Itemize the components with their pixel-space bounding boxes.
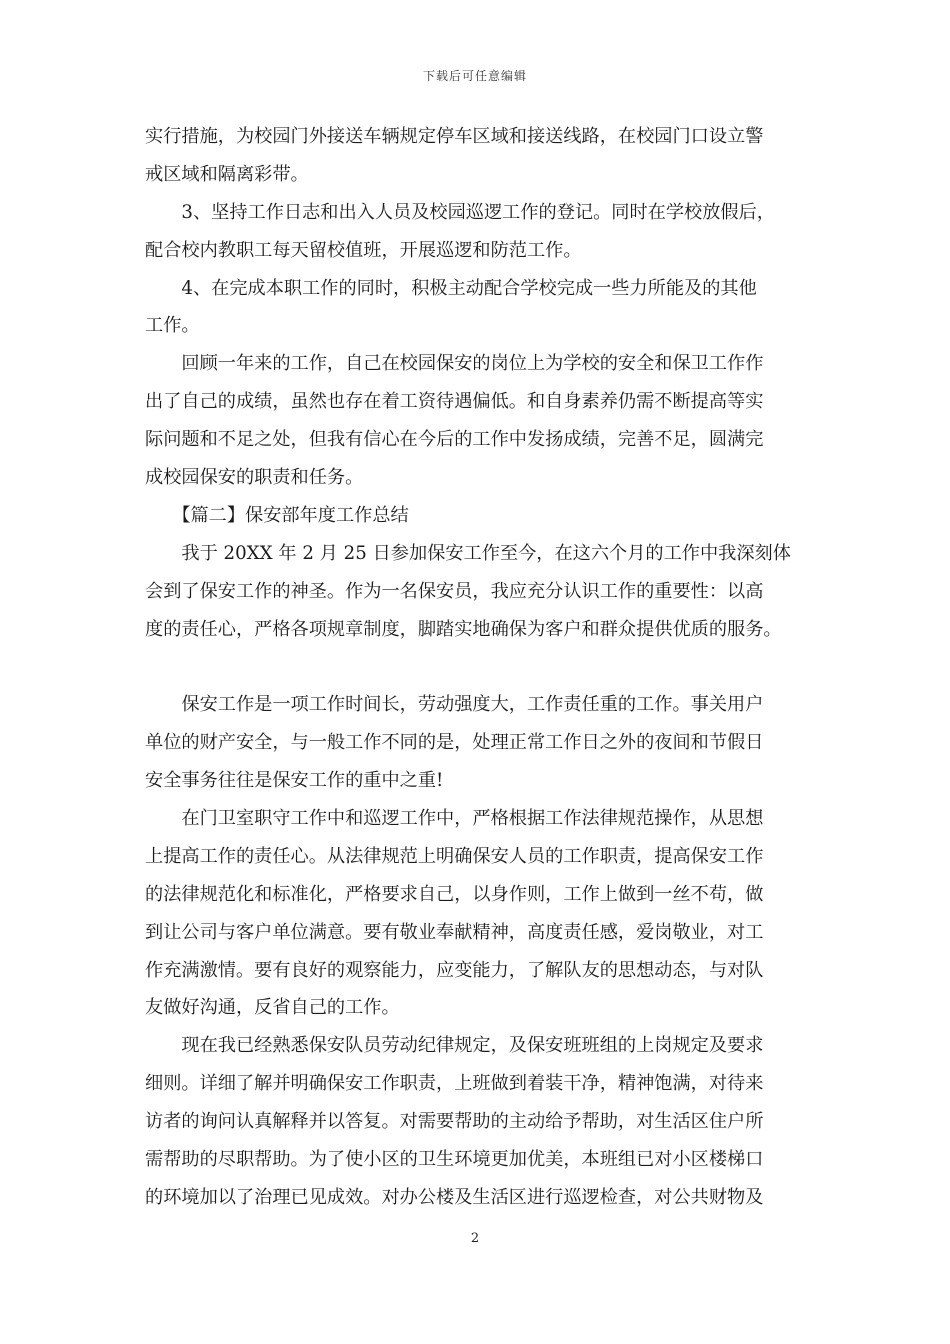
text-line: 戒区域和隔离彩带。 bbox=[145, 163, 309, 185]
page-number: 2 bbox=[470, 1231, 480, 1246]
text-line: 在门卫室职守工作中和巡逻工作中，严格根据工作法律规范操作，从思想 bbox=[145, 808, 764, 830]
text-line: 上提高工作的责任心。从法律规范上明确保安人员的工作职责，提高保安工作 bbox=[145, 845, 764, 867]
text-line: 安全事务往往是保安工作的重中之重! bbox=[145, 770, 444, 792]
text-line: 细则。详细了解并明确保安工作职责，上班做到着装干净，精神饱满，对待来 bbox=[145, 1073, 764, 1095]
text-line: 实行措施，为校园门外接送车辆规定停车区域和接送线路，在校园门口设立警 bbox=[145, 126, 764, 147]
text-line: 3、坚持工作日志和出入人员及校园巡逻工作的登记。同时在学校放假后， bbox=[145, 201, 775, 223]
text-line: 4、在完成本职工作的同时，积极主动配合学校完成一些力所能及的其他 bbox=[145, 277, 757, 299]
section-heading: 【篇二】保安部年度工作总结 bbox=[145, 504, 409, 526]
document-body bbox=[145, 118, 809, 1217]
text-line: 成校园保安的职责和任务。 bbox=[145, 467, 364, 489]
text-line: 访者的询问认真解释并以答复。对需要帮助的主动给予帮助，对生活区住户所 bbox=[145, 1111, 764, 1133]
text-line: 作充满激情。要有良好的观察能力，应变能力，了解队友的思想动态，与对队 bbox=[145, 959, 764, 981]
text-line: 到让公司与客户单位满意。要有敬业奉献精神，高度责任感，爱岗敬业，对工 bbox=[145, 921, 764, 943]
text-line: 需帮助的尽职帮助。为了使小区的卫生环境更加优美，本班组已对小区楼梯口 bbox=[145, 1149, 764, 1171]
blank-line bbox=[145, 648, 809, 686]
text-line: 工作。 bbox=[145, 315, 200, 337]
text-line: 现在我已经熟悉保安队员劳动纪律规定，及保安班班组的上岗规定及要求 bbox=[145, 1035, 764, 1057]
text-line: 配合校内教职工每天留校值班，开展巡逻和防范工作。 bbox=[145, 239, 582, 261]
text-line: 的环境加以了治理已见成效。对办公楼及生活区进行巡逻检查，对公共财物及 bbox=[145, 1186, 764, 1208]
page-header: 下载后可任意编辑 bbox=[422, 69, 527, 83]
text-line: 回顾一年来的工作，自己在校园保安的岗位上为学校的安全和保卫工作作 bbox=[145, 353, 764, 375]
text-line: 保安工作是一项工作时间长，劳动强度大，工作责任重的工作。事关用户 bbox=[145, 694, 764, 716]
text-line: 会到了保安工作的神圣。作为一名保安员，我应充分认识工作的重要性：以高 bbox=[145, 580, 764, 602]
text-line: 单位的财产安全，与一般工作不同的是，处理正常工作日之外的夜间和节假日 bbox=[145, 732, 764, 754]
text-line: 我于 20XX 年 2 月 25 日参加保安工作至今，在这六个月的工作中我深刻体 bbox=[145, 542, 791, 564]
text-line: 的法律规范化和标准化，严格要求自己，以身作则，工作上做到一丝不苟，做 bbox=[145, 883, 764, 905]
text-line: 际问题和不足之处，但我有信心在今后的工作中发扬成绩，完善不足，圆满完 bbox=[145, 429, 764, 451]
text-line: 度的责任心，严格各项规章制度，脚踏实地确保为客户和群众提供优质的服务。 bbox=[145, 618, 782, 640]
text-line: 出了自己的成绩，虽然也存在着工资待遇偏低。和自身素养仍需不断提高等实 bbox=[145, 391, 764, 413]
text-line: 友做好沟通，反省自己的工作。 bbox=[145, 997, 400, 1019]
